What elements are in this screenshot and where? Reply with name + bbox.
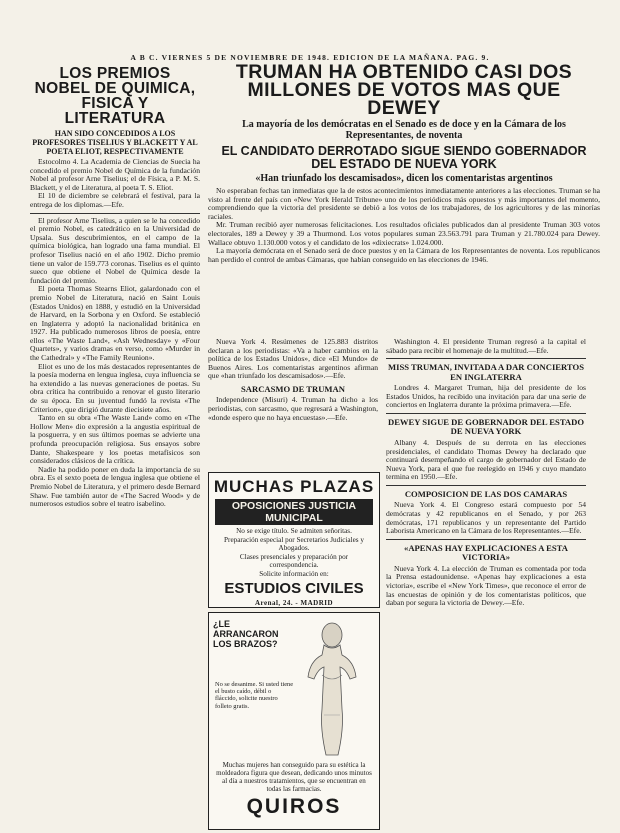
nobel-article bbox=[30, 66, 200, 826]
divider bbox=[386, 413, 586, 414]
ad-headline: ¿LE ARRANCARON LOS BRAZOS? bbox=[213, 619, 279, 649]
chambers-title: COMPOSICION DE LAS DOS CAMARAS bbox=[404, 488, 568, 499]
divider bbox=[386, 358, 586, 359]
truman-return: Washington 4. El presidente Truman regresó a la capital el sábado para recibir el homenaje de la multitud.—Efe. bbox=[386, 338, 586, 355]
quiros-brand: QUIROS bbox=[246, 795, 342, 818]
nobel-paragraph: Estocolmo 4. La Academia de Ciencias de Suecia ha concedido el premio Nobel de Química de la fundación Nobel al profesor Arne Tiselius; el de Física, a P. M. S. Blackett, y el de Literatura, al poeta T. S. Eliot. bbox=[30, 157, 200, 192]
nobel-paragraph: El poeta Thomas Stearns Eliot, galardonado con el premio Nobel de Literatura, nació en Saint Louis (Estados Unidos) en 1888, y estudió en la Universidad de Harvard, en la Sorbona y en Oxford. Se estableció en Inglaterra y adoptó la nacionalidad británica en 1927. Ha publicado numerosos libros de poesía, entre ellos «The Waste Land», «Ash Wednesday» y «Four Quartets», y varios dramas en verso, como «Murder in the Cathedral» y «The Family Reunion». bbox=[30, 284, 200, 363]
ad-line: Preparación especial por Secretarios Judiciales y Abogados. bbox=[224, 536, 364, 552]
quiros-ad bbox=[208, 612, 380, 830]
ad-title: MUCHAS PLAZAS bbox=[213, 477, 375, 496]
page-folio: A B C. VIERNES 5 DE NOVIEMBRE DE 1948. EDICION DE LA MAÑANA. PAG. 9. bbox=[130, 53, 490, 62]
divider bbox=[386, 539, 586, 540]
nobel-paragraph: Nadie ha podido poner en duda la importancia de su obra. Es el sexto poeta de lengua inglesa que obtiene el Premio Nobel de Literatura, y el primero desde Bernard Shaw. Fue también autor de «The Sacred Wood» y de numerosos estudios sobre el teatro isabelino. bbox=[30, 464, 200, 509]
nobel-paragraph: Eliot es uno de los más destacados representantes de la poesía moderna en lengua inglesa, cuya influencia se ha extendido a las nuevas generaciones de poetas. Su obra crítica ha contribuido a renovar el gusto literario de su época. En su juventud fundó la revista «The Criterion», que dirigió durante diecisiete años. bbox=[30, 361, 200, 414]
argentine-quote: «Han triunfado los descamisados», dicen los comentaristas argentinos bbox=[255, 173, 553, 184]
nobel-headline: LOS PREMIOS NOBEL DE QUIMICA, FISICA Y LITERATURA bbox=[34, 66, 196, 127]
ad-address: Arenal, 24. - MADRID bbox=[254, 599, 334, 607]
ad-body: Muchas mujeres han conseguido para su estética la moldeadora figura que desean, dedicando unos minutos al día a nuestros tratamientos, que se encuentran en todas las farmacias. bbox=[216, 761, 372, 793]
truman-banner bbox=[208, 63, 600, 264]
miss-truman-title: MISS TRUMAN, INVITADA A DAR CONCIERTOS EN INGLATERRA bbox=[388, 362, 584, 382]
ad-brand: ESTUDIOS CIVILES bbox=[224, 580, 364, 597]
divider bbox=[30, 213, 200, 214]
nobel-paragraph: El profesor Arne Tiselius, a quien se le ha concedido el premio Nobel, es catedrático en la Universidad de Upsala. Sus descubrimientos, en el campo de la química biológica, han logrado una fama mundial. El profesor Tiselius nació en el año 1902. Dicho premio tiene un valor de 159.773 coronas. Tiselius es el quinto sueco que obtiene el Nobel de Química desde la fundación del premio. bbox=[30, 215, 200, 285]
truman-deck: La mayoría de los demócratas en el Senado es de doce y en la Cámara de los Representantes, de noventa bbox=[242, 119, 566, 141]
nobel-deck: HAN SIDO CONCEDIDOS A LOS PROFESORES TISELIUS Y BLACKETT Y AL POETA ELIOT, RESPECTIVAMENTE bbox=[32, 129, 198, 156]
chambers-body: Nueva York 4. El Congreso estará compuesto por 54 demócratas y 42 republicanos en el Senado, y por 263 demócratas, 171 republicanos y un representante del Partido Laborista Americano en la Cámara de los Representantes.—Efe. bbox=[386, 500, 586, 536]
ad-copy: No se desanime. Si usted tiene el busto caído, débil o fláccido, solicite nuestro folleto gratis. bbox=[215, 681, 294, 710]
truman-paragraph: La mayoría demócrata en el Senado será de doce puestos y en la Cámara de los Representantes de noventa. Los republicanos han perdido el control de ambas Cámaras, que habían conseguido en las elecciones de 1946. bbox=[208, 246, 600, 264]
truman-headline: TRUMAN HA OBTENIDO CASI DOS MILLONES DE VOTOS MAS QUE DEWEY bbox=[235, 61, 573, 119]
nobel-paragraph: El 10 de diciembre se celebrará el festival, para la entrega de los diplomas.—Efe. bbox=[30, 191, 200, 209]
truman-continuation bbox=[208, 338, 378, 468]
miss-truman-body: Londres 4. Margaret Truman, hija del presidente de los Estados Unidos, ha recibido una invitación para dar una serie de conciertos en Inglaterra durante la próxima primavera.—Efe. bbox=[386, 383, 586, 410]
statue-figure-icon bbox=[294, 619, 370, 759]
ad-bottom bbox=[209, 759, 379, 821]
ad-line: Clases presenciales y preparación por correspondencia. bbox=[239, 553, 349, 569]
explanations-title: «APENAS HAY EXPLICACIONES A ESTA VICTORIA» bbox=[404, 542, 568, 563]
truman-paragraph: Nueva York 4. Resúmenes de 125.883 distritos declaran a los periodistas: «Va a haber cambios en la política de los Estados Unidos», dice «El Mundo» de Buenos Aires. Los comentaristas argentinos afirman que «han triunfado los descamisados».—Efe. bbox=[208, 338, 378, 381]
ad-line: Solicite información en: bbox=[259, 570, 329, 578]
dewey-subhead: EL CANDIDATO DERROTADO SIGUE SIENDO GOBERNADOR DEL ESTADO DE NUEVA YORK bbox=[221, 144, 587, 171]
right-column bbox=[386, 338, 586, 828]
truman-paragraph: Mr. Truman recibió ayer numerosas felicitaciones. Los resultados oficiales publicados dan al presidente Truman 303 votos electorales, 189 a Dewey y 39 a Thurmond. Los votos populares suman 23.563.791 para Truman y 21.780.024 para Dewey. Wallace obtuvo 1.130.000 votos y el candidato de los «dixiecrats» 1.024.000. bbox=[208, 220, 600, 247]
estudios-civiles-ad bbox=[208, 472, 380, 608]
dewey-governor-body: Albany 4. Después de su derrota en las elecciones presidenciales, el candidato Thomas Dewey ha declarado que continuará desempeñando el cargo de gobernador del Estado de Nueva York, para el que fue reelegido en 1946 y cuyo mandato termina en 1950.—Efe. bbox=[386, 437, 586, 482]
divider bbox=[386, 485, 586, 486]
dewey-governor-title: DEWEY SIGUE DE GOBERNADOR DEL ESTADO DE NUEVA YORK bbox=[387, 416, 585, 437]
ad-line: No se exige título. Se admiten señoritas. bbox=[236, 527, 352, 535]
sarcasm-title: SARCASMO DE TRUMAN bbox=[241, 383, 345, 394]
truman-paragraph: No esperaban fechas tan inmediatas que la de estos acontecimientos inmediatamente anteriores a las elecciones. Truman se ha visto al frente del país con «New York Herald Tribune» uno de los periódicos más opuestos y más importantes del momento, comprendiendo que la victoria del presidente se debió a los votos de los trabajadores, de los agricultores y de las minorías raciales. bbox=[208, 186, 600, 221]
explanations-body: Nueva York 4. La elección de Truman es comentada por toda la Prensa estadounidense. «Apenas hay explicaciones a esta victoria», escribe el «New York Times», que reconoce el error de las encuestas de opinión y de los comentaristas políticos, que daban por segura la victoria de Dewey.—Efe. bbox=[386, 563, 586, 608]
nobel-paragraph: Tanto en su obra «The Waste Land» como en «The Hollow Men» dio expresión a la angustia espiritual de la posguerra, y en sus últimos poemas se advierte una profunda preocupación religiosa. Sus ensayos sobre Dante, Shakespeare y los poetas metafísicos son considerados clásicos de la crítica. bbox=[30, 413, 200, 466]
ad-banner: OPOSICIONES JUSTICIA MUNICIPAL bbox=[215, 499, 373, 525]
sarcasm-body: Independence (Misuri) 4. Truman ha dicho a los periodistas, con sarcasmo, que regresará a Washington, «donde espero que no haya encuestas».—Efe. bbox=[208, 395, 378, 422]
